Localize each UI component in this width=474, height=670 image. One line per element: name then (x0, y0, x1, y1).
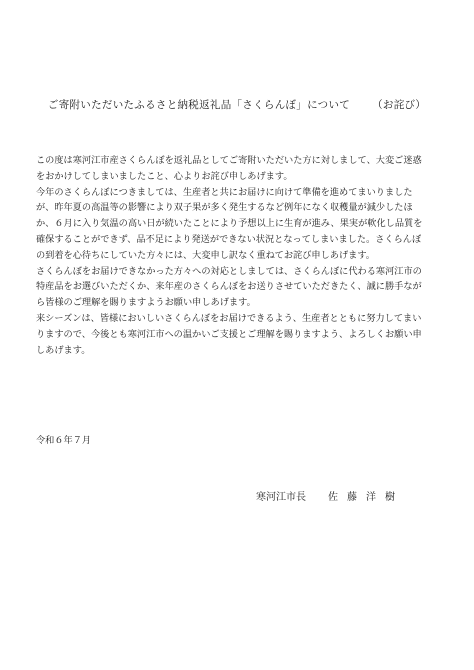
document-title (0, 97, 474, 112)
signature-title: 寒河江市長 (256, 492, 306, 503)
body-line: 確保することができず、品不足により発送ができない状況となってしまいました。さくらんぼ (36, 233, 422, 245)
signature-name: 佐藤洋樹 (328, 492, 404, 503)
body-line: りますので、今後とも寒河江市への温かいご支援とご理解を賜りますよう、よろしくお願い申 (36, 328, 422, 340)
body-line: 来シーズンは、皆様においしいさくらんぼをお届けできるよう、生産者とともに努力してまい (36, 312, 422, 324)
body-line: しあげます。 (36, 344, 91, 356)
body-line: か、６月に入り気温の高い日が続いたことにより予想以上に生育が進み、果実が軟化し品質を (36, 218, 423, 230)
title-suffix: （お詫び） (372, 99, 427, 111)
title-main: ご寄附いただいたふるさと納税返礼品「さくらんぼ」について (47, 99, 351, 111)
document-date: 令和６年７月 (36, 435, 92, 446)
paragraph-next-season (36, 311, 440, 358)
body-line: さくらんぼをお届けできなかった方々への対応としましては、さくらんぼに代わる寒河江市の (36, 265, 422, 277)
body-line: この度は寒河江市産さくらんぼを返礼品としてご寄附いただいた方に対しまして、大変ご迷惑 (36, 155, 422, 166)
paragraph-apology (36, 153, 440, 185)
paragraph-response (36, 264, 440, 311)
body-line: が、昨年夏の高温等の影響により双子果が多く発生するなど例年になく収穫量が減少したほ (36, 202, 413, 214)
body-line: 特産品をお選びいただくか、来年産のさくらんぼをお送りさせていただきたく、誠に勝手なが (36, 281, 422, 293)
document-body (36, 153, 440, 358)
paragraph-situation (36, 185, 440, 264)
signature-block (256, 488, 404, 503)
body-line: をおかけしてしまいましたこと、心よりお詫び申しあげます。 (36, 170, 293, 182)
body-line: の到着を心待ちにしていた方々には、大変申し訳なく重ねてお詫び申しあげます。 (36, 249, 375, 261)
body-line: 今年のさくらんぼにつきましては、生産者と共にお届けに向けて準備を進めてまいりました (36, 186, 413, 198)
body-line: ら皆様のご理解を賜りますようお願い申しあげます。 (36, 297, 256, 309)
